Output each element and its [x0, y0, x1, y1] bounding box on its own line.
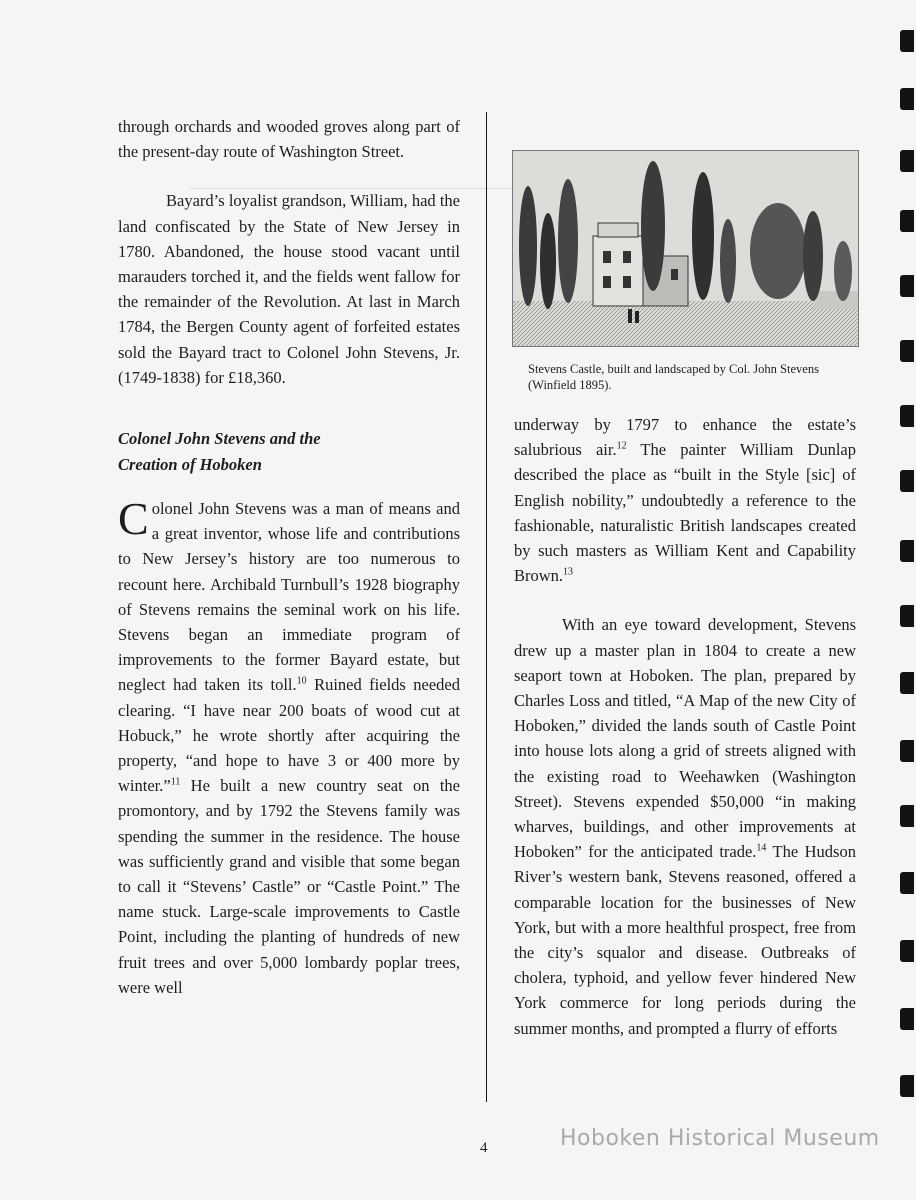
binding-ring [900, 340, 914, 362]
left-paragraph-3-text-b: Ruined fields needed clearing. “I have near 200 boats of wood cut at Hobuck,” he wrote shortly after acquiring the property, “and hope to have 3 or 400 more by winter.” [118, 675, 460, 796]
binding-ring [900, 275, 914, 297]
engraving-illustration [513, 151, 858, 346]
stevens-castle-engraving [512, 150, 859, 347]
binding-ring [900, 405, 914, 427]
footnote-ref-14: 14 [756, 842, 767, 854]
binding-ring [900, 470, 914, 492]
figure-caption: Stevens Castle, built and landscaped by Col. John Stevens (Winfield 1895). [528, 362, 819, 392]
binding-ring [900, 150, 914, 172]
binding-ring [900, 540, 914, 562]
right-paragraph-1-text-a: underway by 1797 to enhance the estate’s salubrious air. [514, 415, 856, 460]
binding-ring [900, 740, 914, 762]
left-paragraph-2: Bayard’s loyalist grandson, William, had the land confiscated by the State of New Jersey in 1780. Abandoned, the house stood vacant until marauders torched it, and the fields went fallow for the remainder of the Revolution. At last in March 1784, the Bergen County agent of forfeited estates sold the Bayard tract to Colonel John Stevens, Jr. (1749-1838) for £18,360. [118, 191, 460, 387]
left-paragraph-3 [118, 493, 460, 1000]
museum-watermark: Hoboken Historical Museum [560, 1126, 880, 1151]
page-number: 4 [480, 1140, 488, 1156]
binding-ring [900, 605, 914, 627]
right-paragraph-2-text-b: The Hudson River’s western bank, Stevens reasoned, offered a comparable location for the businesses of New York, but with a more healthful prospect, free from the city’s squalor and disease. Outbreaks of cholera, typhoid, and yellow fever hindered New York commerce for long periods during the summer months, and prompted a flurry of efforts [514, 842, 856, 1038]
right-paragraph-2 [514, 612, 856, 1040]
binding-ring [900, 1008, 914, 1030]
binding-ring [900, 872, 914, 894]
binding-ring [900, 672, 914, 694]
left-column [118, 114, 460, 1000]
binding-ring [900, 805, 914, 827]
binding-ring [900, 1075, 914, 1097]
binding-ring [900, 30, 914, 52]
footnote-ref-12: 12 [616, 440, 627, 452]
right-paragraph-2-text-a: With an eye toward development, Stevens drew up a master plan in 1804 to create a new seaport town at Hoboken. The plan, prepared by Charles Loss and titled, “A Map of the new City of Hoboken,” divided the lands south of Castle Point into house lots along a grid of streets aligned with the existing road to Weehawken (Washington Street). Stevens expended $50,000 “in making wharves, buildings, and other improvements at Hoboken” for the anticipated trade. [514, 615, 856, 862]
spiral-binding [892, 0, 916, 1200]
binding-ring [900, 940, 914, 962]
footnote-ref-13: 13 [563, 566, 574, 578]
section-heading [118, 426, 460, 478]
right-paragraph-1 [514, 412, 856, 588]
section-heading-line-2: Creation of Hoboken [118, 455, 262, 475]
binding-ring [900, 88, 914, 110]
left-paragraph-3-text-a: olonel John Stevens was a man of means and a great inventor, whose life and contributions to New Jersey’s history are too numerous to recount here. Archibald Turnbull’s 1928 biography of Stevens remains the seminal work on his life. Stevens began an immediate program of improvements to the former Bayard estate, but neglect had taken its toll. [118, 499, 460, 695]
left-paragraph-3-text-c: He built a new country seat on the promontory, and by 1792 the Stevens family was spending the summer in the residence. The house was sufficiently grand and visible that some began to call it “Stevens’ Castle” or “Castle Point.” The name stuck. Large-scale improvements to Castle Point, including the planting of hundreds of new fruit trees and over 5,000 lombardy poplar trees, were well [118, 776, 460, 997]
left-paragraph-1: through orchards and wooded groves along part of the present-day route of Washington Street. [118, 117, 460, 162]
right-column [514, 412, 856, 1041]
drop-cap: C [118, 493, 149, 545]
footnote-ref-11: 11 [170, 776, 181, 788]
binding-ring [900, 210, 914, 232]
section-heading-line-1: Colonel John Stevens and the [118, 429, 321, 449]
column-divider [486, 112, 487, 1102]
footnote-ref-10: 10 [296, 675, 307, 687]
right-paragraph-1-text-b: The painter William Dunlap described the place as “built in the Style [sic] of English nobility,” undoubtedly a reference to the fashionable, naturalistic British landscapes created by such masters as William Kent and Capability Brown. [514, 440, 856, 586]
